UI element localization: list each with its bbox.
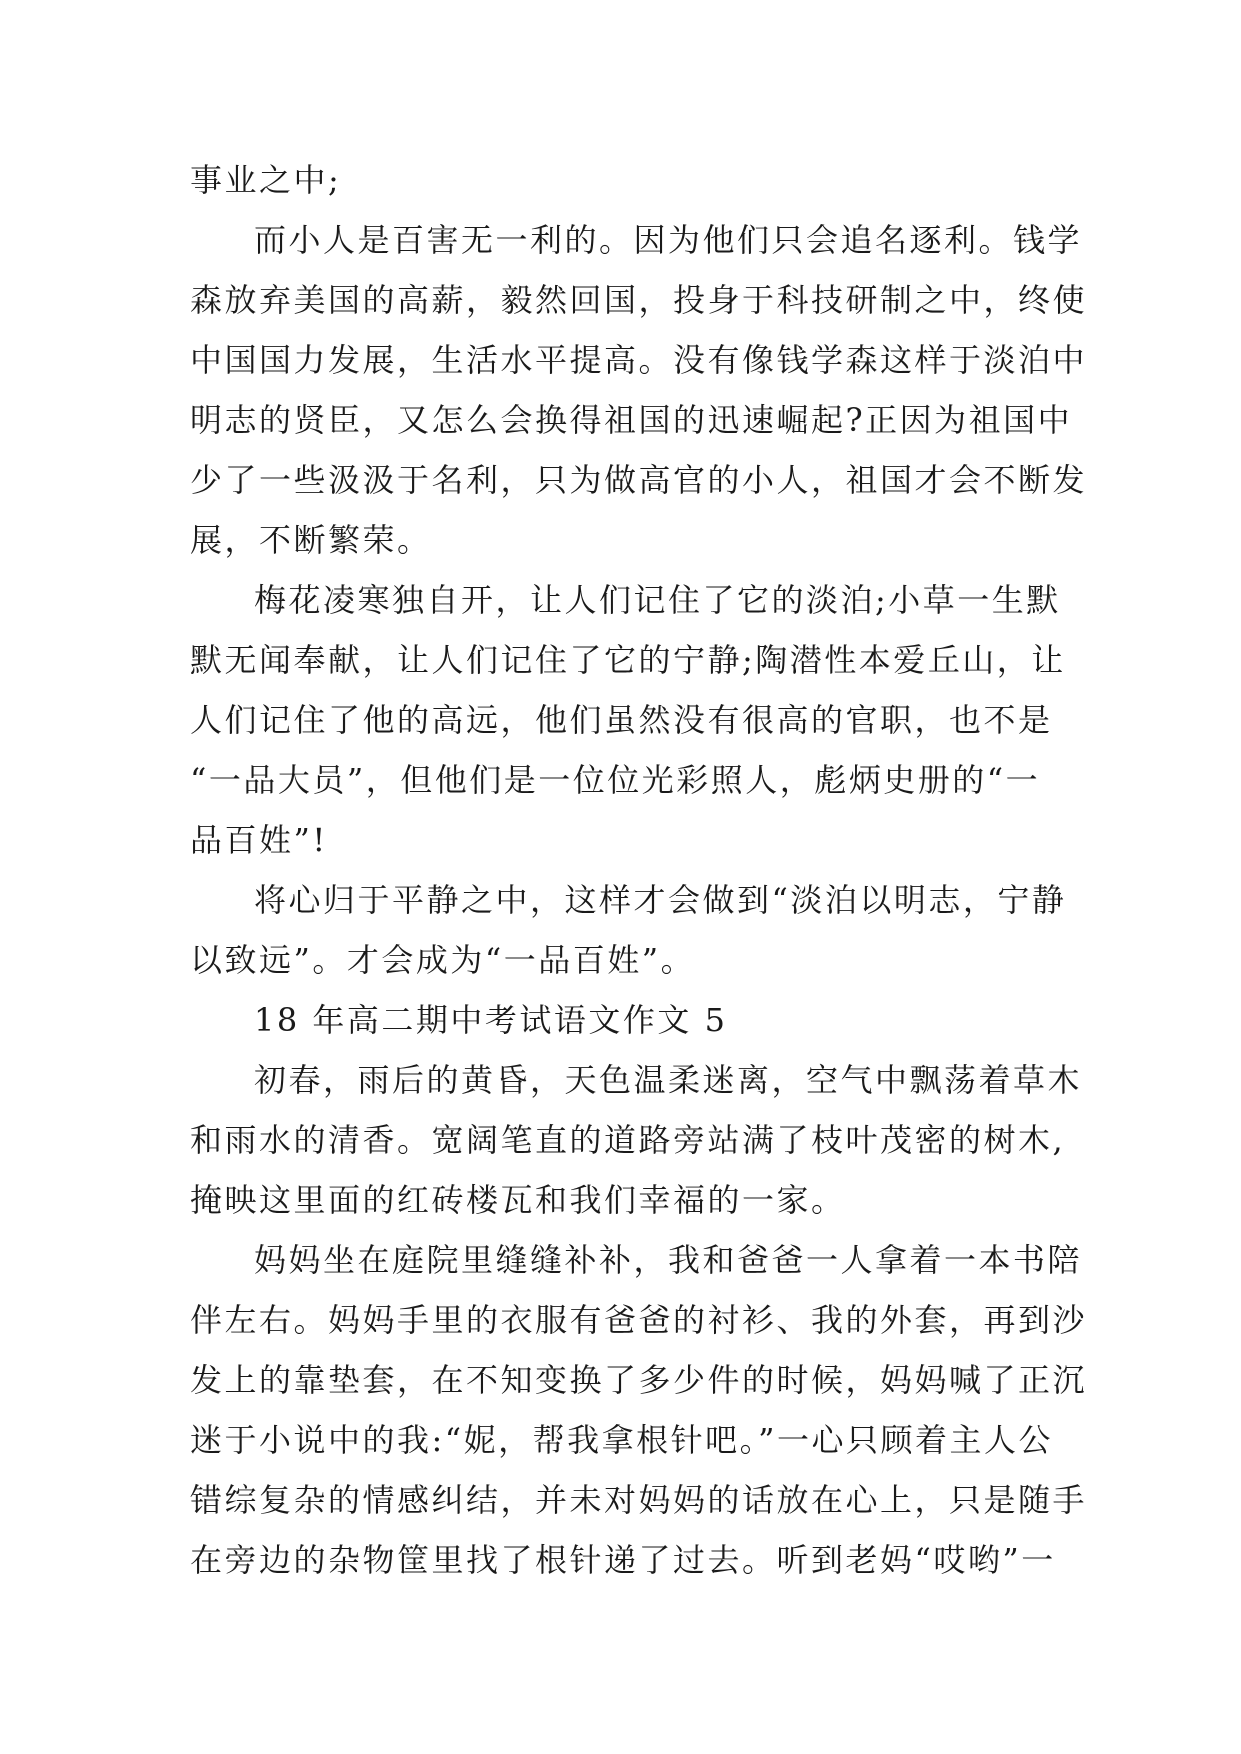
section-heading: 18 年高二期中考试语文作文 5	[254, 1001, 728, 1039]
text-line: 默无闻奉献，让人们记住了它的宁静;陶潜性本爱丘山，让	[190, 641, 1066, 679]
text-line: 迷于小说中的我:“妮，帮我拿根针吧。”一心只顾着主人公	[190, 1421, 1054, 1459]
text-line: 发上的靠垫套，在不知变换了多少件的时候，妈妈喊了正沉	[190, 1361, 1088, 1399]
text-line: 梅花凌寒独自开，让人们记住了它的淡泊;小草一生默	[254, 581, 1061, 619]
text-line: 明志的贤臣，又怎么会换得祖国的迅速崛起?正因为祖国中	[190, 401, 1073, 439]
text-line: 在旁边的杂物筐里找了根针递了过去。听到老妈“哎哟”一	[190, 1541, 1056, 1579]
text-line: 将心归于平静之中，这样才会做到“淡泊以明志，宁静	[254, 881, 1067, 919]
text-line: 和雨水的清香。宽阔笔直的道路旁站满了枝叶茂密的树木,	[190, 1121, 1066, 1159]
text-line: 妈妈坐在庭院里缝缝补补，我和爸爸一人拿着一本书陪	[254, 1241, 1083, 1279]
document-body	[190, 150, 1088, 1590]
text-line: 人们记住了他的高远，他们虽然没有很高的官职，也不是	[190, 701, 1053, 739]
text-line: 品百姓”!	[190, 821, 328, 859]
text-line: 中国国力发展，生活水平提高。没有像钱学森这样于淡泊中	[190, 341, 1088, 379]
text-line: 错综复杂的情感纠结，并未对妈妈的话放在心上，只是随手	[190, 1481, 1088, 1519]
text-line: 掩映这里面的红砖楼瓦和我们幸福的一家。	[190, 1181, 846, 1219]
text-line: 少了一些汲汲于名利，只为做高官的小人，祖国才会不断发	[190, 461, 1088, 499]
text-line: 初春，雨后的黄昏，天色温柔迷离，空气中飘荡着草木	[254, 1061, 1083, 1099]
text-line: 展，不断繁荣。	[190, 521, 432, 559]
text-line: “一品大员”，但他们是一位位光彩照人，彪炳史册的“一	[190, 761, 1041, 799]
text-line: 而小人是百害无一利的。因为他们只会追名逐利。钱学	[254, 221, 1083, 259]
text-line: 伴左右。妈妈手里的衣服有爸爸的衬衫、我的外套，再到沙	[190, 1301, 1088, 1339]
text-line: 森放弃美国的高薪，毅然回国，投身于科技研制之中，终使	[190, 281, 1088, 319]
text-line: 以致远”。才会成为“一品百姓”。	[190, 941, 696, 979]
text-line: 事业之中;	[190, 161, 342, 199]
